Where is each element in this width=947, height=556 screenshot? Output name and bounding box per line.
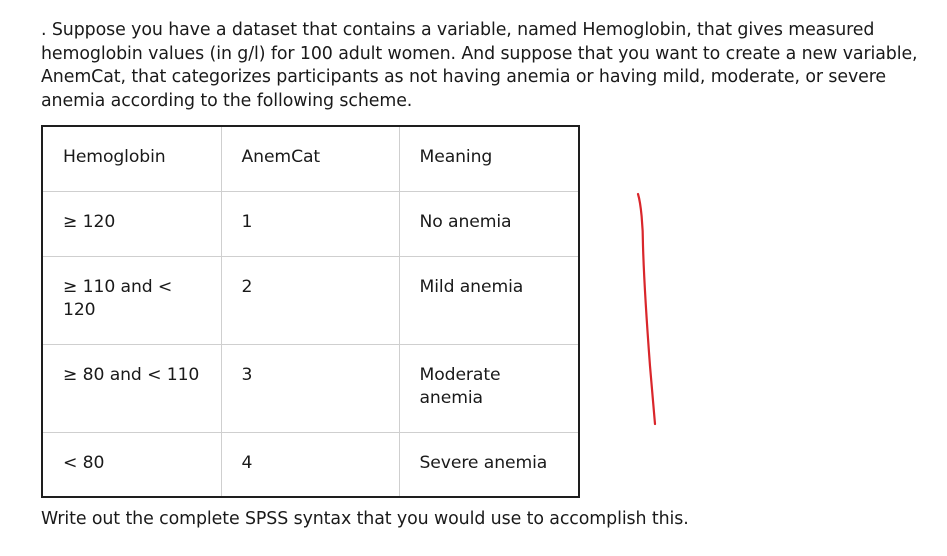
cell-meaning: Mild anemia <box>399 256 579 344</box>
question-text: Write out the complete SPSS syntax that you would use to accomplish this. <box>41 509 689 529</box>
cell-anemcat-code: 3 <box>221 344 399 432</box>
header-cell-meaning: Meaning <box>399 126 579 191</box>
red-pen-stroke <box>638 194 655 424</box>
table-row <box>42 191 579 256</box>
cell-hemoglobin-range: ≥ 120 <box>42 191 221 256</box>
cell-meaning: Severe anemia <box>399 432 579 497</box>
cell-hemoglobin-range: ≥ 80 and < 110 <box>42 344 221 432</box>
table-row <box>42 432 579 497</box>
cell-anemcat-code: 4 <box>221 432 399 497</box>
table-header-row <box>42 126 579 191</box>
header-cell-hemoglobin: Hemoglobin <box>42 126 221 191</box>
intro-paragraph: . Suppose you have a dataset that contains a variable, named Hemoglobin, that gives measured hemoglobin values (in g/l) for 100 adult women. And suppose that you want to create a new variable, AnemCat, that categorizes participants as not having anemia or having mild, moderate, or severe anemia according to the following scheme. <box>41 20 918 111</box>
table-row <box>42 344 579 432</box>
header-cell-anemcat: AnemCat <box>221 126 399 191</box>
cell-meaning: Moderate anemia <box>399 344 579 432</box>
anemia-category-table <box>41 125 580 498</box>
table-row <box>42 256 579 344</box>
red-pen-annotation <box>628 186 668 431</box>
cell-hemoglobin-range: ≥ 110 and < 120 <box>42 256 221 344</box>
cell-anemcat-code: 2 <box>221 256 399 344</box>
cell-anemcat-code: 1 <box>221 191 399 256</box>
cell-hemoglobin-range: < 80 <box>42 432 221 497</box>
cell-meaning: No anemia <box>399 191 579 256</box>
